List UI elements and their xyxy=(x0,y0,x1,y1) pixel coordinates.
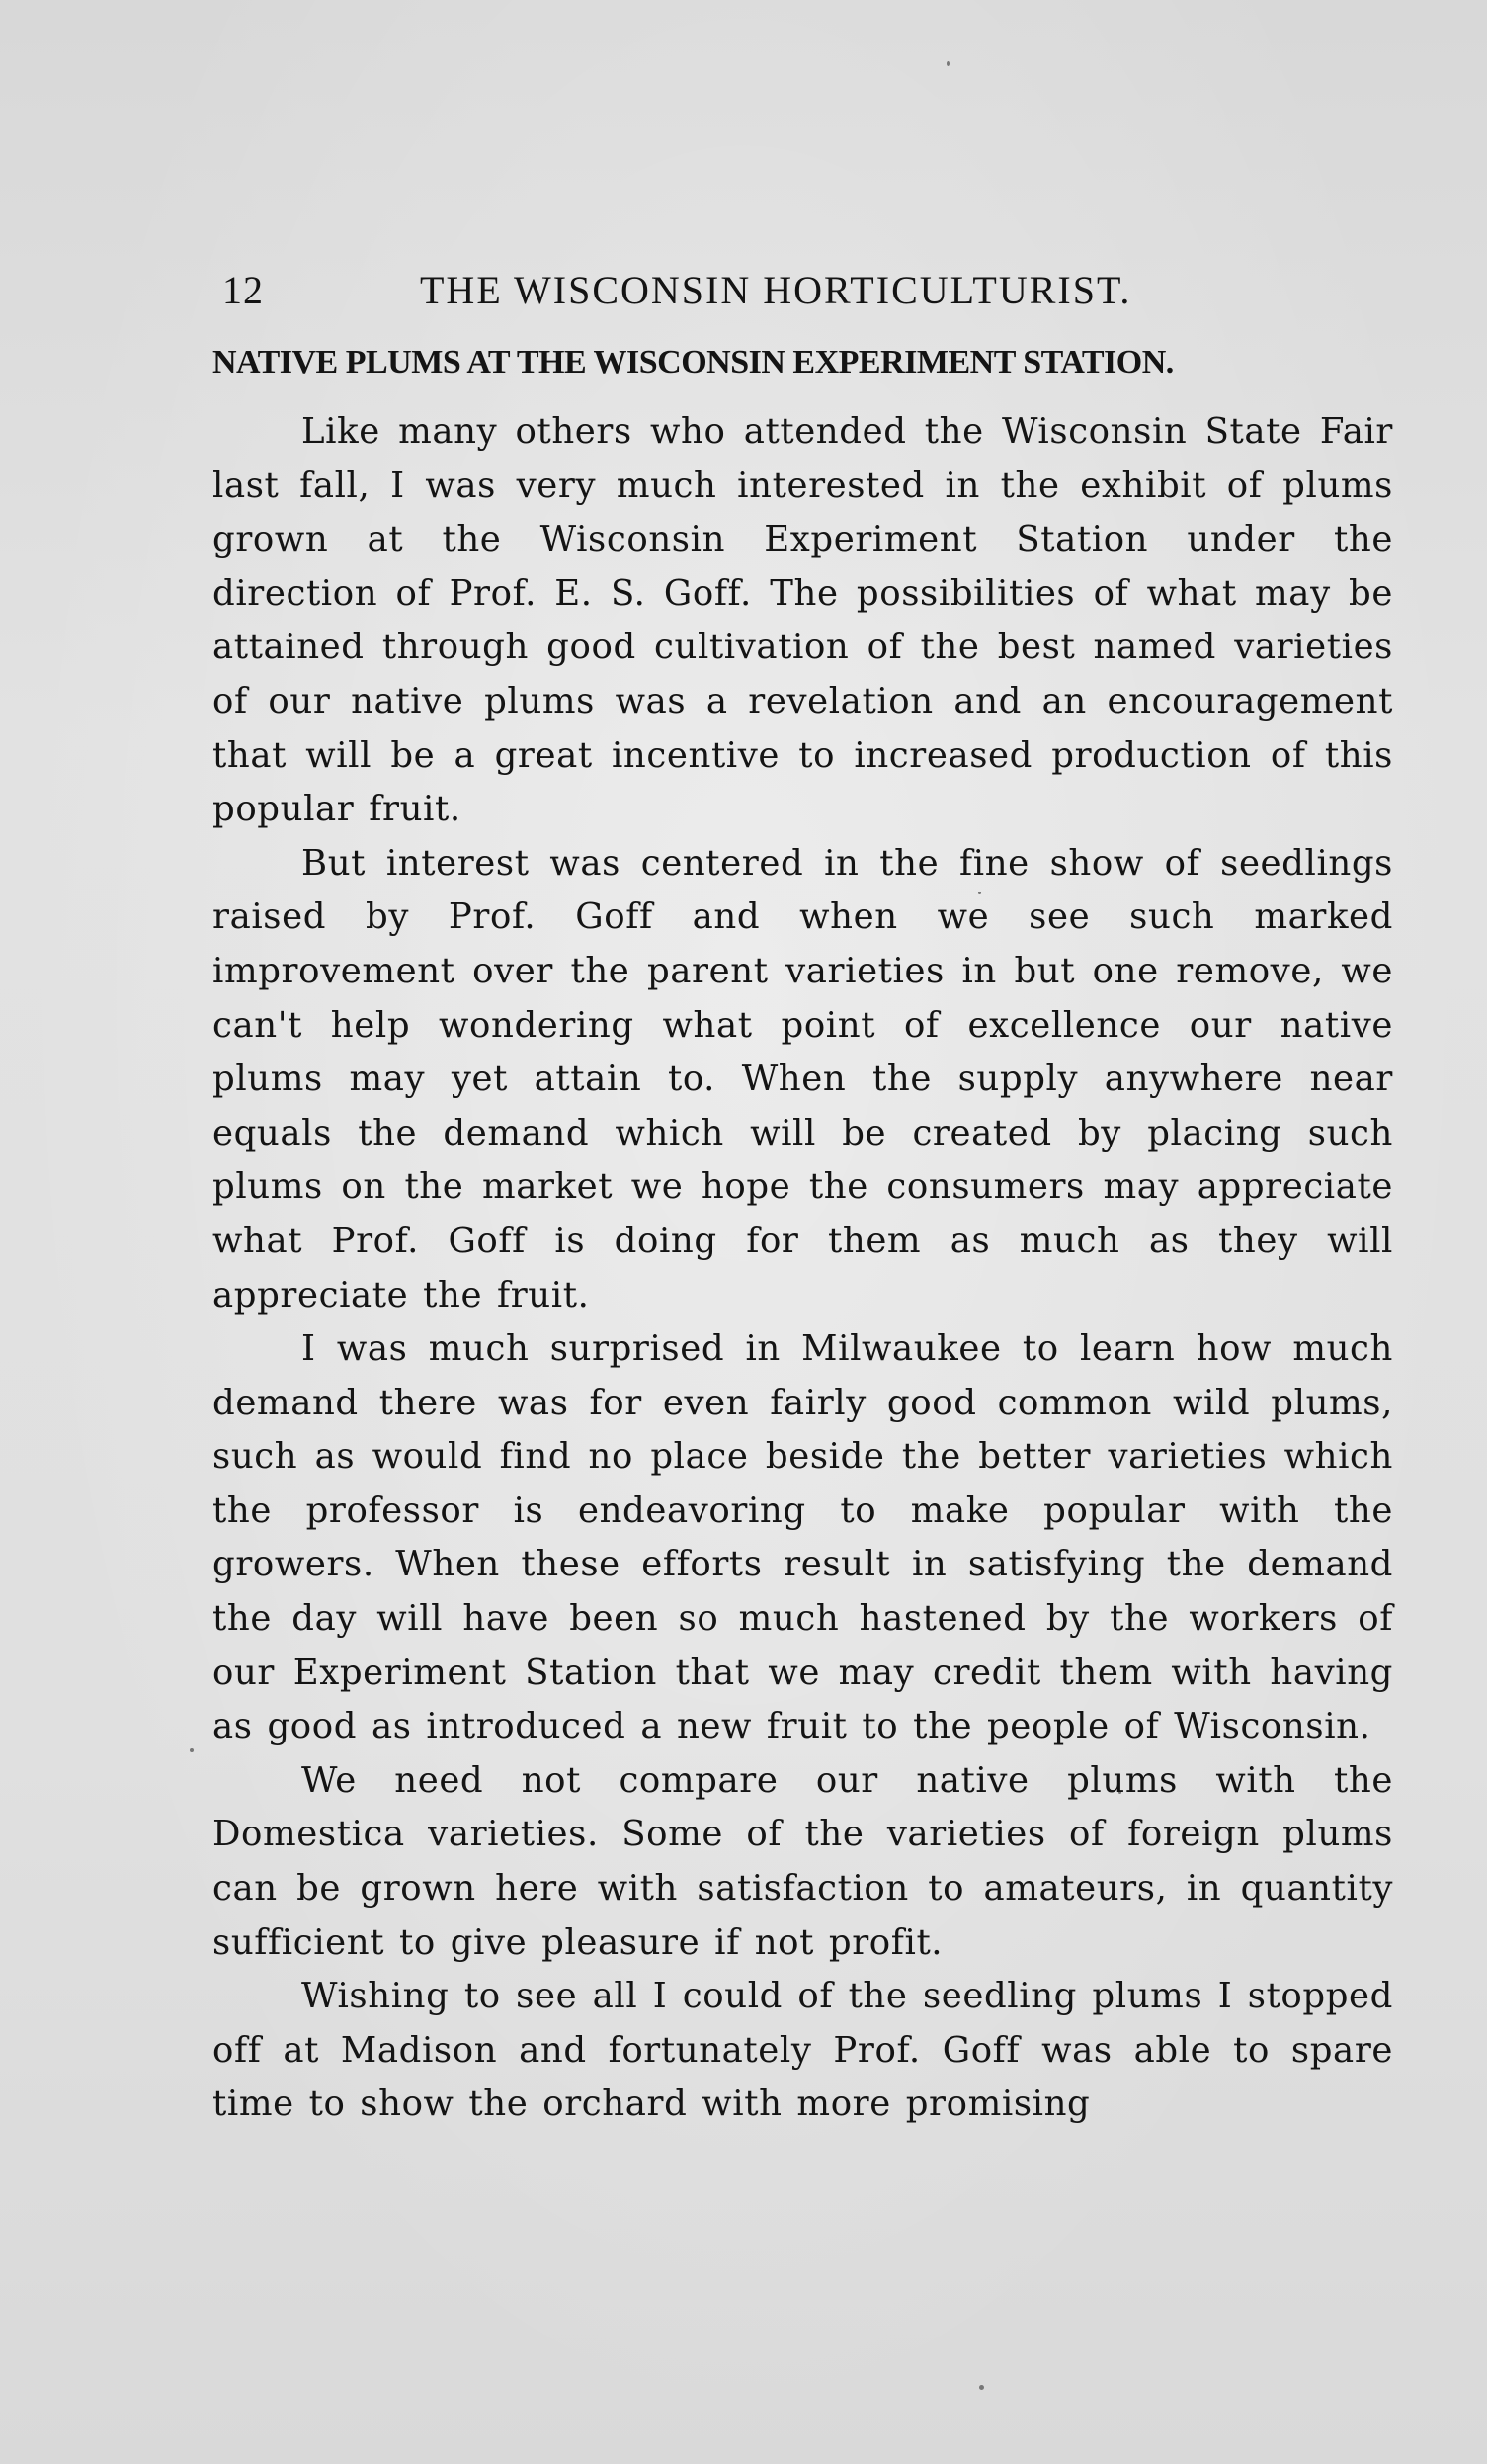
paragraph: We need not compare our native plums with the Domestica varieties. Some of the varieties of foreign plums can be grown here with satisfaction to amateurs, in quantity sufficient to give pleasure if not profit. xyxy=(212,1759,1393,1963)
article-body xyxy=(212,405,1393,2132)
page-text xyxy=(212,267,1393,2132)
paragraph: Like many others who attended the Wisconsin State Fair last fall, I was very much interested in the exhibit of plums grown at the Wisconsin Experiment Station under the direction of Prof. E. S. Goff. The possibilities of what may be attained through good cultivation of the best named varieties of our native plums was a revelation and an encouragement that will be a great incentive to increased production of this popular fruit. xyxy=(212,411,1393,830)
paragraph: But interest was centered in the fine show of seedlings raised by Prof. Goff and when we see such marked improvement over the parent varieties in but one remove, we can't help wondering what point of excellence our native plums may yet attain to. When the supply anywhere near equals the demand which will be created by placing such plums on the market we hope the consumers may appreciate what Prof. Goff is doing for them as much as they will appreciate the fruit. xyxy=(212,842,1393,1316)
article-title: NATIVE PLUMS AT THE WISCONSIN EXPERIMENT STATION. xyxy=(212,344,1174,381)
paragraph: I was much surprised in Milwaukee to learn how much demand there was for even fairly good common wild plums, such as would find no place beside the better varieties which the professor is endeavoring to make popular with the growers. When these efforts result in satisfying the demand the day will have been so much hastened by the workers of our Experiment Station that we may credit them with having as good as introduced a new fruit to the people of Wisconsin. xyxy=(212,1328,1393,1747)
paragraph: Wishing to see all I could of the seedling plums I stopped off at Madison and fortunately Prof. Goff was able to spare time to show the orchard with more promising xyxy=(212,1976,1393,2125)
journal-title: THE WISCONSIN HORTICULTURIST. xyxy=(420,268,1132,312)
page-number: 12 xyxy=(222,268,264,312)
running-head xyxy=(212,267,1393,326)
